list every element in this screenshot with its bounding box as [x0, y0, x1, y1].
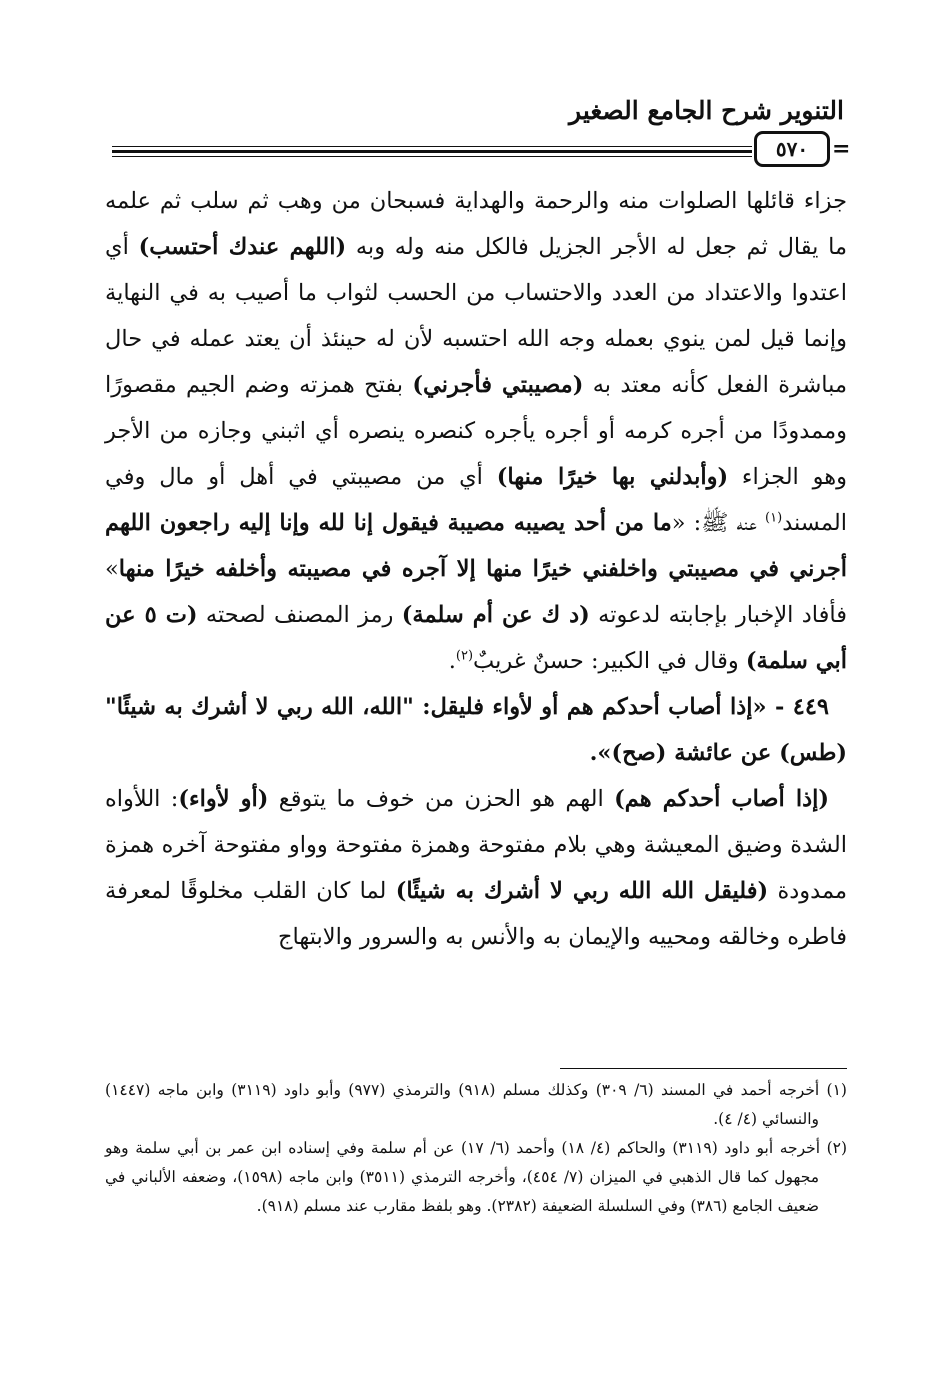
- footnote-ref-2[interactable]: (٢): [455, 648, 474, 664]
- quoted-phrase: (مصيبتي فأجرني): [412, 372, 584, 398]
- source-code: (د ك عن أم سلمة): [401, 602, 590, 628]
- source-code: (ت ٥ عن أبي سلمة): [105, 602, 847, 674]
- footnote-ref-1[interactable]: (١): [765, 510, 783, 526]
- footnote-2: (٢) أخرجه أبو داود (٣١١٩) والحاكم (٤/ ١٨) وأحمد (٦/ ١٧) عن أم سلمة وفي إسناده ابن عمر بن أبي سلمة وهو مجهول كما قال الذهبي في الميزان (٧/ ٤٥٤)، وأخرجه الترمذي (٣٥١١) وابن ماجه (١٥٩٨)، وضعفه الألباني في ضعيف الجامع (٣٨٦) وفي السلسلة الضعيفة (٢٣٨٢). وهو بلفظ مقارب عند مسلم (٩١٨).: [105, 1139, 848, 1215]
- text-run: بفتح همزته وضم الجيم مقصورًا وممدودًا من أجره كرمه أو أجره يأجره كنصره ينصره أي اثبني وجازه من الأجر وهو الجزاء: [105, 372, 847, 490]
- text-run: وقال في الكبير: حسنٌ غريبٌ: [473, 648, 746, 674]
- paragraph-continuation: [105, 178, 847, 684]
- footnote-1: (١) أخرجه أحمد في المسند (٦/ ٣٠٩) وكذلك مسلم (٩١٨) والترمذي (٩٧٧) وأبو داود (٣١١٩) وابن ماجه (١٤٤٧) والنسائي (٤/ ٤).: [105, 1081, 847, 1128]
- text-run: جزاء قائلها الصلوات منه والرحمة والهداية فسبحان من وهب ثم سلب ثم علمه ما يقال ثم جعل له الأجر الجزيل فالكل منه وله وبه: [105, 188, 848, 260]
- quoted-phrase: (إذا أصاب أحدكم هم): [614, 786, 829, 812]
- text-run: » فأفاد الإخبار بإجابته لدعوته: [105, 556, 848, 628]
- header-rule-bottom: [112, 156, 752, 157]
- page-number: [754, 131, 830, 167]
- header-mark: =: [832, 136, 851, 162]
- text-run: عنه ﷺ: «: [671, 510, 766, 536]
- quoted-phrase: (وأبدلني بها خيرًا منها): [496, 464, 729, 490]
- text-run: : اللأواه الشدة وضيق المعيشة وهي بلام مفتوحة وهمزة مفتوحة وواو مفتوحة آخره همزة ممدودة: [105, 786, 847, 904]
- hadith-text: - «إذا أصاب أحدكم هم أو لأواء فليقل: "الله، الله ربي لا أشرك به شيئًا" (طس) عن عائشة (صح)».: [105, 694, 847, 766]
- page-number-text: ٥٧٠: [775, 137, 809, 161]
- footnotes: [105, 1076, 847, 1221]
- commentary-paragraph: [105, 776, 847, 960]
- footnote-separator: [560, 1068, 847, 1069]
- running-title: التنوير شرح الجامع الصغير: [569, 96, 844, 125]
- text-run: لما كان القلب مخلوقًا لمعرفة فاطره وخالقه ومحييه والإيمان به والأنس به والسرور والابتهاج: [105, 878, 847, 950]
- text-run: رمز المصنف لصحته: [197, 602, 402, 628]
- hadith-quote: ما من أحد يصيبه مصيبة فيقول إنا لله وإنا إليه راجعون اللهم أجرني في مصيبتي واخلفني خيرًا منها إلا آجره في مصيبته وأخلفه خيرًا منها: [105, 510, 847, 582]
- text-run: الهم هو الحزن من خوف ما يتوقع: [268, 786, 615, 812]
- text-run: .: [448, 648, 456, 674]
- header-rule-top: [112, 146, 752, 147]
- quoted-phrase: (أو لأواء): [178, 786, 269, 812]
- hadith-entry: [105, 684, 847, 776]
- header-rule-middle: [112, 150, 752, 153]
- quoted-phrase: (اللهم عندك أحتسب): [138, 234, 347, 260]
- text-run: أي من مصيبتي في أهل أو مال وفي المسند: [105, 464, 847, 536]
- hadith-number: ٤٤٩: [792, 694, 829, 720]
- text-run: أي اعتدوا والاعتداد من العدد والاحتساب من الحسب لثواب ما أصيب به في النهاية وإنما قيل لمن ينوي بعمله وجه الله احتسبه لأن له حينئذ أن يعتد عمله في حال مباشرة الفعل كأنه معتد به: [105, 234, 848, 398]
- main-text: [105, 178, 847, 960]
- quoted-phrase: (فليقل الله الله ربي لا أشرك به شيئًا): [395, 878, 769, 904]
